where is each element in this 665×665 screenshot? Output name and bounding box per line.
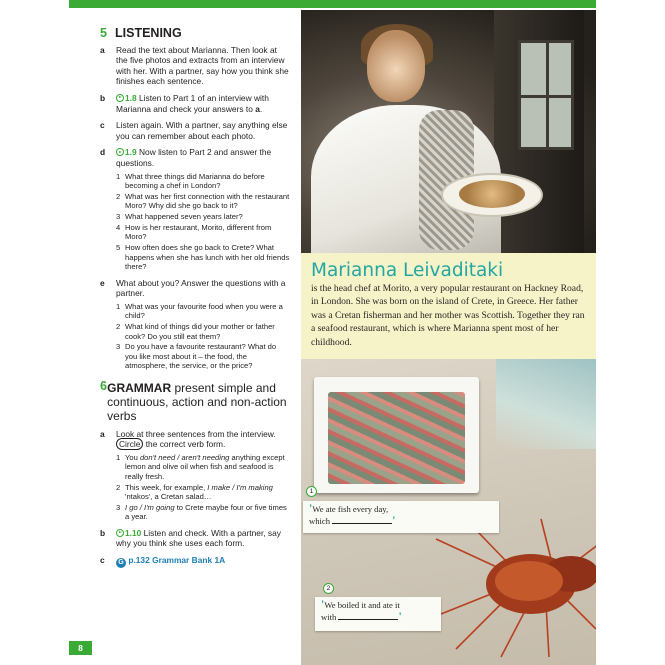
caption-line: with <box>321 611 337 622</box>
circle-word: Circle <box>116 438 143 450</box>
audio-play-icon <box>116 148 124 156</box>
sentence-pre: This week, for example, <box>125 482 208 492</box>
exercise-5b <box>100 93 290 114</box>
listening-heading <box>100 28 290 39</box>
profile-text: is the head chef at Morito, a very popular restaurant on Hackney Road, in London. She was born on the island of Crete, in Greece. Her father was a Cretan fisherman and her mother was Scottish. Together they ran a seafood restaurant, which is where Marianna spent most of her childhood. <box>311 283 585 348</box>
sentence-item <box>116 503 290 522</box>
open-quote: ' <box>321 597 325 611</box>
exercise-letter: d <box>100 147 106 158</box>
verb-options[interactable]: I make / I'm making <box>207 482 273 492</box>
exercise-text: Listen and check. With a partner, say why you think she uses each form. <box>116 527 281 549</box>
verb-options[interactable]: don't need / aren't needing <box>139 452 230 462</box>
section-number: 5 <box>100 26 107 40</box>
exercise-text: Listen again. With a partner, say anything else you can remember about each photo. <box>116 120 288 141</box>
photo-number: 1 <box>306 486 317 497</box>
question-text: What was your favourite food when you were a child? <box>125 301 283 321</box>
photo-caption-1 <box>303 501 499 533</box>
section-title: GRAMMAR <box>107 380 172 395</box>
answer-blank[interactable] <box>338 619 398 620</box>
exercise-text: Look at three sentences from the interview. <box>116 428 276 439</box>
question-text: What kind of things did your mother or father cook? Do you still eat them? <box>125 322 275 341</box>
profile-name: Marianna Leivaditaki <box>311 260 504 281</box>
question-text: How often does she go back to Crete? What happens when she has lunch with her old friends there? <box>125 243 290 272</box>
food-shape <box>459 180 525 208</box>
exercise-letter: c <box>100 554 105 565</box>
question-number: 2 <box>116 322 121 332</box>
close-quote: ' <box>392 512 396 527</box>
audio-track-number: 1.8 <box>125 92 137 103</box>
exercise-6b <box>100 528 290 549</box>
question-number: 1 <box>116 171 121 181</box>
question-list <box>116 302 290 371</box>
question-item <box>116 223 290 242</box>
question-item <box>116 212 290 221</box>
profile-box <box>301 253 596 359</box>
close-quote: ' <box>398 608 402 623</box>
question-item <box>116 192 290 211</box>
exercise-letter: b <box>100 527 106 538</box>
exercise-5d <box>100 147 290 271</box>
sentence-post: anything except lemon and olive oil when fish and seafood is really fresh. <box>125 452 285 481</box>
grammar-bank-link[interactable]: p.132 Grammar Bank 1A <box>128 554 226 565</box>
open-quote: ' <box>309 501 313 515</box>
question-text: How is her restaurant, Morito, different from Moro? <box>125 223 272 242</box>
caption-line: We ate fish every day, <box>312 504 389 514</box>
question-list <box>116 172 290 272</box>
audio-track-button[interactable] <box>116 528 141 538</box>
exercise-5c <box>100 120 290 141</box>
question-item <box>116 172 290 191</box>
sentence-number: 2 <box>116 482 121 492</box>
sentence-post: 'ntakos', a Cretan salad… <box>125 491 212 501</box>
answer-blank[interactable] <box>332 523 392 524</box>
section-title: LISTENING <box>115 26 182 40</box>
sentence-post: to Crete maybe four or five times a year. <box>125 502 287 522</box>
exercise-text: Read the text about Marianna. Then look at the five photos and extracts from an interview with her. With a partner, say how you think she finishes each sentence. <box>116 44 289 87</box>
question-number: 4 <box>116 223 121 233</box>
exercise-ref: a <box>255 103 260 114</box>
question-text: What happened seven years later? <box>125 212 243 222</box>
question-item <box>116 342 290 370</box>
exercise-6a <box>100 429 290 522</box>
sentence-pre: You <box>125 452 140 462</box>
sentence-item <box>116 483 290 502</box>
audio-play-icon <box>116 529 124 537</box>
photo-number: 2 <box>323 583 334 594</box>
question-number: 3 <box>116 212 121 222</box>
exercise-text: Now listen to Part 2 and answer the questions. <box>116 147 272 168</box>
exercise-text-end: the correct verb form. <box>143 439 226 450</box>
exercise-letter: e <box>100 277 105 288</box>
caption-line: which <box>309 515 331 526</box>
top-color-bar <box>69 0 596 8</box>
question-item <box>116 243 290 271</box>
caption-line: We boiled it and ate it <box>324 600 400 610</box>
sentence-number: 3 <box>116 502 121 512</box>
audio-play-icon <box>116 94 124 102</box>
sentence-list <box>116 453 290 522</box>
exercise-text: What about you? Answer the questions with a partner. <box>116 277 286 299</box>
sea-shape <box>496 359 596 449</box>
question-number: 1 <box>116 301 121 311</box>
head-shape <box>367 30 425 102</box>
exercise-letter: c <box>100 120 105 131</box>
section-subtitle: present simple and continuous, action and non-action verbs <box>107 380 287 423</box>
grammar-bank-icon: G <box>116 558 126 568</box>
exercise-5e <box>100 278 290 371</box>
exercise-column <box>100 28 290 568</box>
exercise-text-end: . <box>259 103 263 114</box>
exercise-5a <box>100 45 290 87</box>
verb-options[interactable]: I go / I'm going <box>125 502 175 512</box>
question-item <box>116 302 290 321</box>
question-number: 5 <box>116 243 121 253</box>
audio-track-number: 1.9 <box>125 147 137 158</box>
photo-caption-2 <box>315 597 441 631</box>
exercise-letter: a <box>100 428 105 439</box>
chef-photo <box>301 10 596 253</box>
audio-track-button[interactable] <box>116 93 137 103</box>
question-text: What was her first connection with the restaurant Moro? Why did she go back to it? <box>125 191 290 211</box>
exercise-text: Listen to Part 1 of an interview with Marianna and check your answers to <box>116 92 269 114</box>
section-number: 6 <box>100 378 107 393</box>
question-text: What three things did Marianna do before becoming a chef in London? <box>125 171 265 190</box>
page-number: 8 <box>69 641 92 655</box>
question-number: 3 <box>116 342 121 352</box>
audio-track-button[interactable] <box>116 147 137 157</box>
question-number: 2 <box>116 191 121 201</box>
fish-pile-shape <box>328 392 465 484</box>
audio-track-number: 1.10 <box>125 527 142 538</box>
exercise-6c <box>100 555 290 568</box>
question-item <box>116 322 290 341</box>
exercise-letter: b <box>100 92 106 103</box>
question-text: Do you have a favourite restaurant? What do you like most about it – the food, the atmosphere, the service, or the price? <box>125 342 277 371</box>
seafood-photos <box>301 359 596 665</box>
window-shape <box>518 40 574 150</box>
exercise-letter: a <box>100 44 105 55</box>
grammar-heading <box>100 378 290 423</box>
sentence-number: 1 <box>116 452 121 462</box>
sentence-item <box>116 453 290 481</box>
